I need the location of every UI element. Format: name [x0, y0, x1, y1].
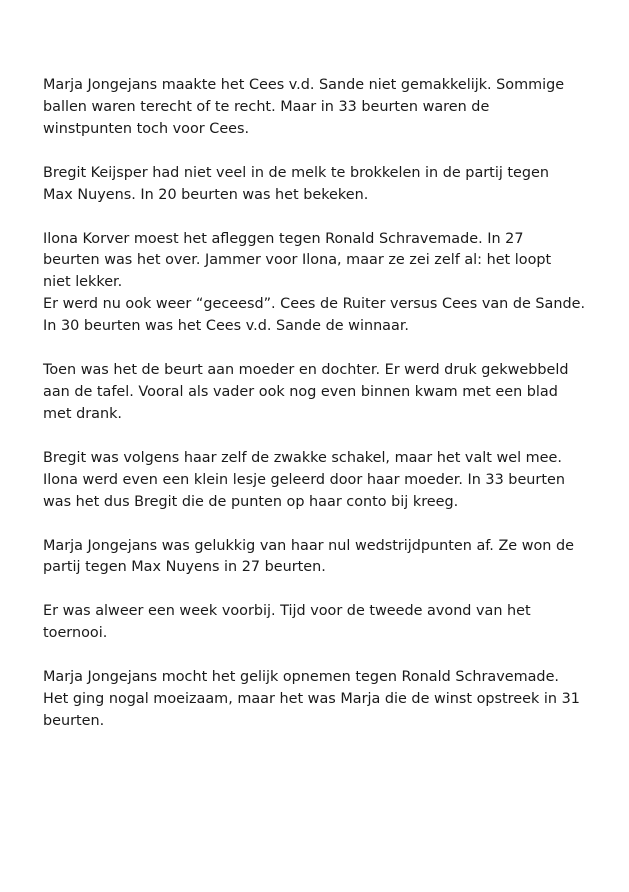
- paragraph-2: Bregit Keijsper had niet veel in de melk te brokkelen in de partij tegen Max Nuyens. In 20 beurten was het bekeken.: [43, 164, 549, 203]
- paragraph-8: Er was alweer een week voorbij. Tijd voor de tweede avond van het toernooi.: [43, 603, 531, 642]
- paragraph-4: Er werd nu ook weer “geceesd”. Cees de Ruiter versus Cees van de Sande. In 30 beurten was het Cees v.d. Sande de winnaar.: [43, 296, 586, 335]
- document-body: [43, 75, 593, 755]
- paragraph-7: Marja Jongejans was gelukkig van haar nul wedstrijdpunten af. Ze won de partij tegen Max Nuyens in 27 beurten.: [43, 537, 574, 576]
- paragraph-9: Marja Jongejans mocht het gelijk opnemen tegen Ronald Schravemade. Het ging nogal moeizaam, maar het was Marja die de winst opstreek in 31 beurten.: [43, 669, 580, 729]
- paragraph-1: Marja Jongejans maakte het Cees v.d. Sande niet gemakkelijk. Sommige ballen waren terecht of te recht. Maar in 33 beurten waren de winstpunten toch voor Cees.: [43, 77, 565, 137]
- paragraph-3: Ilona Korver moest het afleggen tegen Ronald Schravemade. In 27 beurten was het over. Jammer voor Ilona, maar ze zei zelf al: het loopt niet lekker.: [43, 230, 552, 291]
- paragraph-5: Toen was het de beurt aan moeder en dochter. Er werd druk gekwebbeld aan de tafel. Vooral als vader ook nog even binnen kwam met een blad met drank.: [43, 362, 569, 422]
- paragraph-6: Bregit was volgens haar zelf de zwakke schakel, maar het valt wel mee. Ilona werd even een klein lesje geleerd door haar moeder. In 33 beurten was het dus Bregit die de punten op haar conto bij kreeg.: [43, 449, 565, 510]
